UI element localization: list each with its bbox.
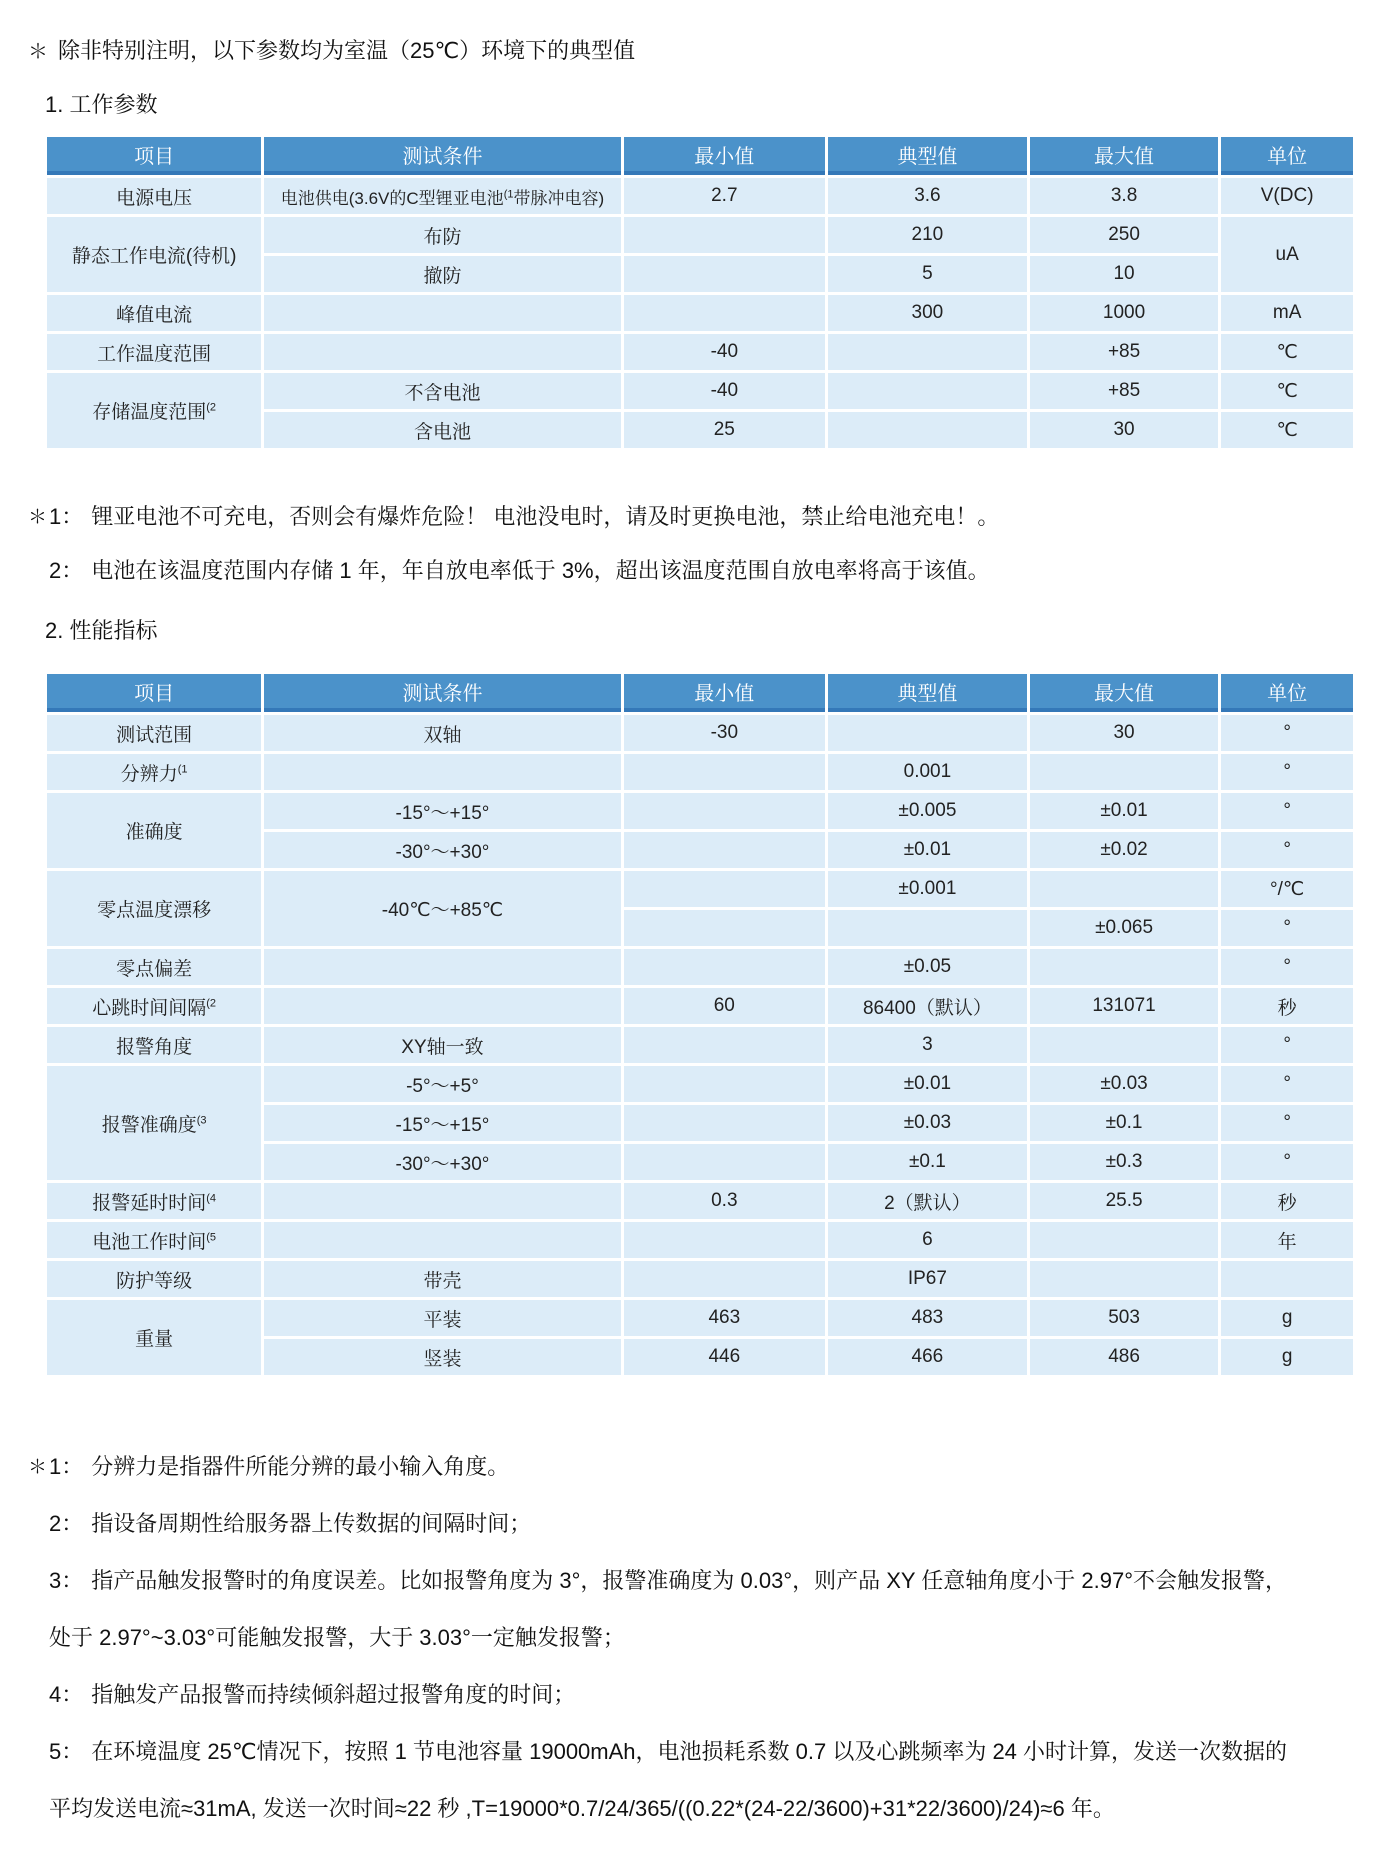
table-cell: 带壳: [264, 1261, 620, 1297]
asterisk-marker: ＊: [28, 1457, 48, 1478]
table-cell: ±0.1: [1030, 1105, 1218, 1141]
table-cell: -15°～+15°: [264, 793, 620, 829]
table-cell: -40: [624, 334, 825, 370]
table-cell: °: [1221, 754, 1353, 790]
table-cell: [264, 1222, 620, 1258]
operating-parameters-table: [44, 134, 1356, 451]
table-cell: 报警角度: [47, 1027, 261, 1063]
table-cell: 25: [624, 412, 825, 448]
table-cell: [624, 1066, 825, 1102]
table-cell: [624, 871, 825, 907]
table-cell: [624, 754, 825, 790]
note-number: 2：: [49, 1511, 84, 1536]
table-cell: 3.6: [828, 178, 1027, 214]
note-line: [49, 1564, 1287, 1621]
table-cell: ±0.03: [828, 1105, 1027, 1141]
table-cell: 峰值电流: [47, 295, 261, 331]
table-cell: [1221, 1261, 1353, 1297]
note-number: 5：: [49, 1739, 84, 1764]
footnote-superscript: (4: [206, 1192, 217, 1205]
table-cell: [264, 754, 620, 790]
table-cell: [1030, 871, 1218, 907]
note-line: [49, 1507, 1287, 1564]
table-cell: 测试范围: [47, 715, 261, 751]
table-cell: 竖装: [264, 1339, 620, 1375]
table-cell: 300: [828, 295, 1027, 331]
table-cell: 503: [1030, 1300, 1218, 1336]
table-cell: 报警延时时间$^{(4}$: [47, 1183, 261, 1219]
column-header: 单位: [1221, 674, 1353, 712]
table-cell: ℃: [1221, 412, 1353, 448]
table-cell: mA: [1221, 295, 1353, 331]
note-number: 2：: [49, 558, 84, 583]
table-cell: ±0.03: [1030, 1066, 1218, 1102]
table-cell: 零点偏差: [47, 949, 261, 985]
footnote-superscript: (1: [177, 763, 188, 776]
footnote-superscript: (5: [206, 1231, 217, 1244]
table-cell: ±0.001: [828, 871, 1027, 907]
table-cell: ±0.1: [828, 1144, 1027, 1180]
table-cell: 5: [828, 256, 1027, 292]
table-cell: °: [1221, 1105, 1353, 1141]
table-cell: 秒: [1221, 1183, 1353, 1219]
table-cell: [1030, 1027, 1218, 1063]
table-cell: 210: [828, 217, 1027, 253]
table-cell: 电源电压: [47, 178, 261, 214]
table-cell: 3.8: [1030, 178, 1218, 214]
table-cell: 工作温度范围: [47, 334, 261, 370]
table-cell: 报警准确度$^{(3}$: [47, 1066, 261, 1180]
table-cell: ±0.01: [1030, 793, 1218, 829]
table-cell: °: [1221, 910, 1353, 946]
table-cell: 466: [828, 1339, 1027, 1375]
table-cell: ±0.065: [1030, 910, 1218, 946]
table-cell: ±0.02: [1030, 832, 1218, 868]
table-cell: 撤防: [264, 256, 620, 292]
table-cell: [828, 334, 1027, 370]
table-cell: 2.7: [624, 178, 825, 214]
table-cell: [828, 910, 1027, 946]
table-cell: [624, 1105, 825, 1141]
table-cell: [264, 1183, 620, 1219]
table-cell: uA: [1221, 217, 1353, 292]
table-cell: [828, 373, 1027, 409]
table-cell: [624, 1261, 825, 1297]
table-cell: 6: [828, 1222, 1027, 1258]
table-cell: +85: [1030, 334, 1218, 370]
table-cell: 存储温度范围$^{(2}$: [47, 373, 261, 448]
column-header: 单位: [1221, 137, 1353, 175]
note-number: 4：: [49, 1682, 84, 1707]
table-cell: 布防: [264, 217, 620, 253]
table-cell: 平装: [264, 1300, 620, 1336]
table-cell: [624, 1144, 825, 1180]
header-note: [28, 34, 635, 65]
table-cell: -5°～+5°: [264, 1066, 620, 1102]
table-cell: ±0.3: [1030, 1144, 1218, 1180]
table-cell: 86400（默认）: [828, 988, 1027, 1024]
footnote-superscript: (1: [503, 187, 514, 200]
table-cell: °: [1221, 832, 1353, 868]
table-cell: °: [1221, 793, 1353, 829]
table-cell: ±0.05: [828, 949, 1027, 985]
note-line: [49, 1678, 1287, 1735]
note-line: [49, 1621, 1287, 1678]
table-cell: 60: [624, 988, 825, 1024]
table-cell: 零点温度漂移: [47, 871, 261, 946]
table-cell: [1030, 1261, 1218, 1297]
performance-specs-table: [44, 671, 1356, 1378]
table-cell: g: [1221, 1339, 1353, 1375]
section1-footnotes: [28, 500, 1000, 608]
note-number: 1：: [49, 504, 84, 529]
column-header: 测试条件: [264, 674, 620, 712]
table-cell: -30°～+30°: [264, 1144, 620, 1180]
note-text: 处于 2.97°~3.03°可能触发报警，大于 3.03°一定触发报警；: [49, 1625, 625, 1650]
table-cell: [624, 295, 825, 331]
table-cell: 秒: [1221, 988, 1353, 1024]
table-cell: 电池供电(3.6V的C型锂亚电池$^{(1}$带脉冲电容): [264, 178, 620, 214]
table-cell: 483: [828, 1300, 1027, 1336]
table-cell: 重量: [47, 1300, 261, 1375]
note-number: 3：: [49, 1568, 84, 1593]
footnote-superscript: (2: [206, 401, 217, 414]
note-line: [28, 500, 1000, 554]
table-cell: 2（默认）: [828, 1183, 1027, 1219]
table-cell: 双轴: [264, 715, 620, 751]
note-number: 1：: [49, 1454, 84, 1479]
column-header: 最大值: [1030, 137, 1218, 175]
table-cell: XY轴一致: [264, 1027, 620, 1063]
table-cell: -30: [624, 715, 825, 751]
asterisk-marker: ＊: [28, 41, 48, 63]
column-header: 最小值: [624, 674, 825, 712]
table-cell: [624, 832, 825, 868]
column-header: 最小值: [624, 137, 825, 175]
note-line: [28, 1450, 1287, 1507]
table-cell: V(DC): [1221, 178, 1353, 214]
column-header: 典型值: [828, 137, 1027, 175]
table-cell: [264, 295, 620, 331]
footnote-superscript: (3: [196, 1114, 207, 1127]
table-cell: 250: [1030, 217, 1218, 253]
table-cell: [828, 715, 1027, 751]
table-cell: ±0.01: [828, 832, 1027, 868]
section2-footnotes: [28, 1450, 1288, 1849]
table-cell: °: [1221, 1027, 1353, 1063]
table-cell: 年: [1221, 1222, 1353, 1258]
section2-heading: 2. 性能指标: [45, 618, 158, 643]
table-cell: 25.5: [1030, 1183, 1218, 1219]
table-cell: °: [1221, 949, 1353, 985]
note-text: 指触发产品报警而持续倾斜超过报警角度的时间；: [91, 1682, 576, 1707]
table-cell: 486: [1030, 1339, 1218, 1375]
note-text: 电池在该温度范围内存储 1 年，年自放电率低于 3%，超出该温度范围自放电率将高于该值。: [91, 558, 990, 583]
note-line: [49, 554, 999, 608]
footnote-superscript: (2: [206, 997, 217, 1010]
table-cell: 0.3: [624, 1183, 825, 1219]
table-cell: 心跳时间间隔$^{(2}$: [47, 988, 261, 1024]
table-cell: 电池工作时间$^{(5}$: [47, 1222, 261, 1258]
table-cell: ℃: [1221, 334, 1353, 370]
table-cell: 446: [624, 1339, 825, 1375]
table-cell: °: [1221, 715, 1353, 751]
table-cell: [624, 217, 825, 253]
table-cell: [1030, 949, 1218, 985]
table-cell: 静态工作电流(待机): [47, 217, 261, 292]
table-cell: 含电池: [264, 412, 620, 448]
table-cell: [624, 949, 825, 985]
table-cell: 准确度: [47, 793, 261, 868]
table-cell: -30°～+30°: [264, 832, 620, 868]
table-cell: 3: [828, 1027, 1027, 1063]
table-cell: [624, 256, 825, 292]
table-cell: 1000: [1030, 295, 1218, 331]
asterisk-marker: ＊: [28, 507, 48, 528]
table-cell: -40℃～+85℃: [264, 871, 620, 946]
table-cell: [828, 412, 1027, 448]
table-cell: [624, 1222, 825, 1258]
table-cell: ℃: [1221, 373, 1353, 409]
table-cell: IP67: [828, 1261, 1027, 1297]
note-text: 平均发送电流≈31mA, 发送一次时间≈22 秒 ,T=19000*0.7/24/365/((0.22*(24-22/3600)+31*22/3600)/24)≈6 年。: [49, 1796, 1115, 1821]
table-cell: +85: [1030, 373, 1218, 409]
column-header: 典型值: [828, 674, 1027, 712]
header-note-text: 除非特别注明，以下参数均为室温（25℃）环境下的典型值: [58, 38, 636, 63]
table-cell: 不含电池: [264, 373, 620, 409]
column-header: 测试条件: [264, 137, 620, 175]
note-text: 指产品触发报警时的角度误差。比如报警角度为 3°，报警准确度为 0.03°，则产品 XY 任意轴角度小于 2.97°不会触发报警，: [91, 1568, 1288, 1593]
table-cell: °/℃: [1221, 871, 1353, 907]
note-text: 分辨力是指器件所能分辨的最小输入角度。: [91, 1454, 510, 1479]
table-cell: ±0.01: [828, 1066, 1027, 1102]
column-header: 项目: [47, 674, 261, 712]
table-cell: [264, 949, 620, 985]
table-cell: [624, 793, 825, 829]
table-cell: [264, 988, 620, 1024]
note-line: [49, 1735, 1287, 1792]
table-cell: 30: [1030, 715, 1218, 751]
table-cell: 30: [1030, 412, 1218, 448]
column-header: 项目: [47, 137, 261, 175]
table-cell: [264, 334, 620, 370]
table-cell: 131071: [1030, 988, 1218, 1024]
table-cell: [624, 910, 825, 946]
section1-heading: 1. 工作参数: [45, 92, 158, 117]
table-cell: 463: [624, 1300, 825, 1336]
table-cell: 10: [1030, 256, 1218, 292]
note-text: 在环境温度 25℃情况下，按照 1 节电池容量 19000mAh，电池损耗系数 0.7 以及心跳频率为 24 小时计算，发送一次数据的: [91, 1739, 1288, 1764]
table-cell: °: [1221, 1144, 1353, 1180]
note-text: 锂亚电池不可充电，否则会有爆炸危险！ 电池没电时，请及时更换电池，禁止给电池充电！。: [91, 504, 1000, 529]
note-line: [49, 1792, 1287, 1849]
table-cell: -40: [624, 373, 825, 409]
table-cell: ±0.005: [828, 793, 1027, 829]
table-cell: [624, 1027, 825, 1063]
table-cell: [1030, 1222, 1218, 1258]
table-cell: °: [1221, 1066, 1353, 1102]
note-text: 指设备周期性给服务器上传数据的间隔时间；: [91, 1511, 532, 1536]
table-cell: g: [1221, 1300, 1353, 1336]
table-cell: [1030, 754, 1218, 790]
table-cell: 分辨力$^{(1}$: [47, 754, 261, 790]
table-cell: 0.001: [828, 754, 1027, 790]
table-cell: -15°～+15°: [264, 1105, 620, 1141]
column-header: 最大值: [1030, 674, 1218, 712]
table-cell: 防护等级: [47, 1261, 261, 1297]
